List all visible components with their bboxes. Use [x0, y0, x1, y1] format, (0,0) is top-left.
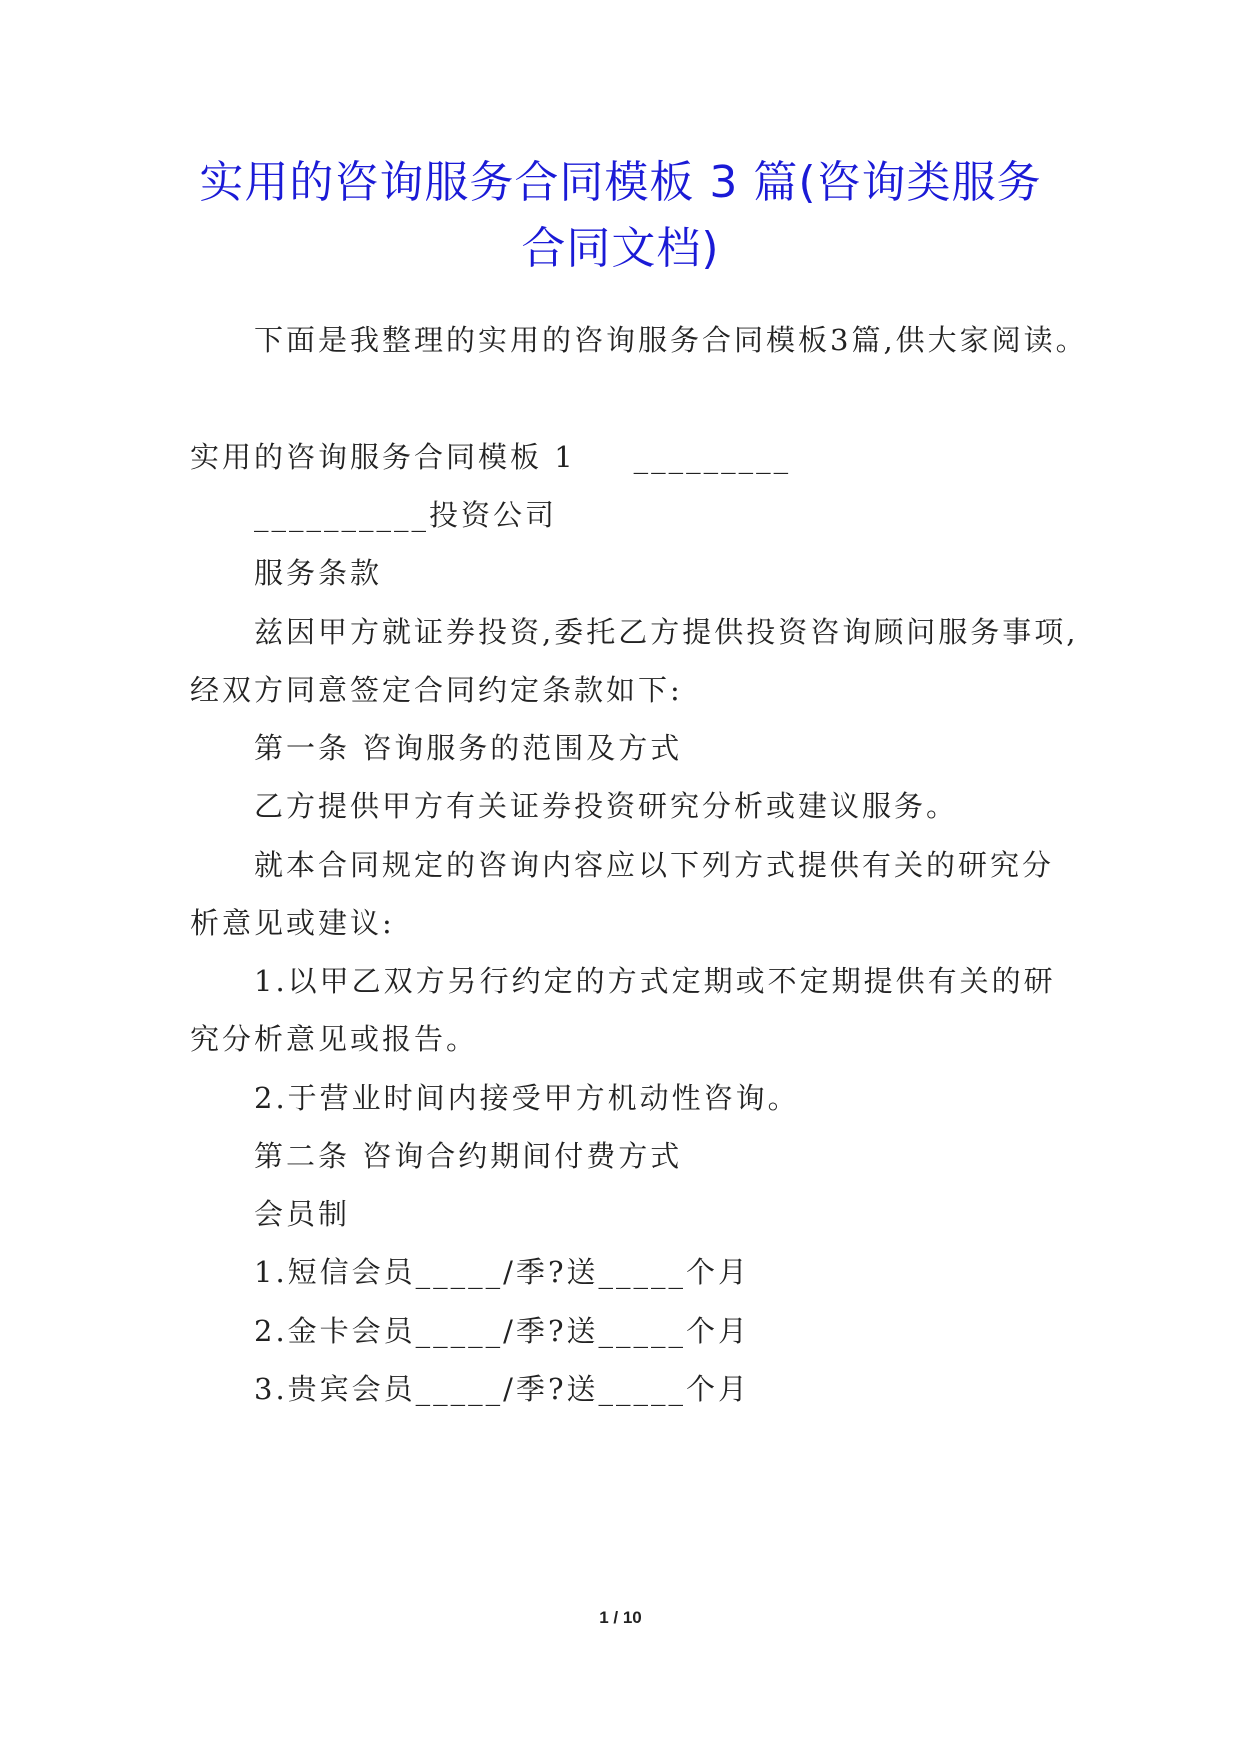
- document-title: [150, 150, 1091, 282]
- paragraph-3-line-2: 析意见或建议:: [190, 906, 395, 940]
- item-1-line-2: 究分析意见或报告。: [190, 1022, 479, 1056]
- item-2: 2.于营业时间内接受甲方机动性咨询。: [254, 1081, 800, 1115]
- item-1-line-1: 1.以甲乙双方另行约定的方式定期或不定期提供有关的研: [254, 964, 1056, 998]
- paragraph-1-line-1: 兹因甲方就证券投资,委托乙方提供投资咨询顾问服务事项,: [254, 615, 1079, 649]
- paragraph-2: 乙方提供甲方有关证券投资研究分析或建议服务。: [254, 789, 959, 823]
- paragraph-1-line-2: 经双方同意签定合同约定条款如下:: [190, 673, 683, 707]
- article-1-heading: 第一条 咨询服务的范围及方式: [254, 731, 683, 765]
- section-1-blank: _________: [633, 440, 792, 474]
- member-item-2: 2.金卡会员_____/季?送_____个月: [254, 1314, 750, 1348]
- title-line-1: 实用的咨询服务合同模板 3 篇(咨询类服务: [199, 157, 1042, 208]
- company-line: [254, 495, 557, 535]
- membership-heading: 会员制: [254, 1197, 351, 1231]
- service-terms-heading: 服务条款: [254, 556, 383, 590]
- section-1-heading-text: 实用的咨询服务合同模板 1: [190, 440, 576, 474]
- company-name-blank: __________: [254, 498, 429, 532]
- intro-paragraph: 下面是我整理的实用的咨询服务合同模板3篇,供大家阅读。: [254, 323, 1088, 357]
- title-line-2: 合同文档): [521, 223, 720, 274]
- member-item-3: 3.贵宾会员_____/季?送_____个月: [254, 1372, 750, 1406]
- article-2-heading: 第二条 咨询合约期间付费方式: [254, 1139, 683, 1173]
- member-item-1: 1.短信会员_____/季?送_____个月: [254, 1255, 750, 1289]
- section-1-heading: [190, 437, 791, 477]
- page-number: 1 / 10: [599, 1608, 642, 1627]
- company-suffix: 投资公司: [429, 498, 558, 532]
- paragraph-3-line-1: 就本合同规定的咨询内容应以下列方式提供有关的研究分: [254, 848, 1055, 882]
